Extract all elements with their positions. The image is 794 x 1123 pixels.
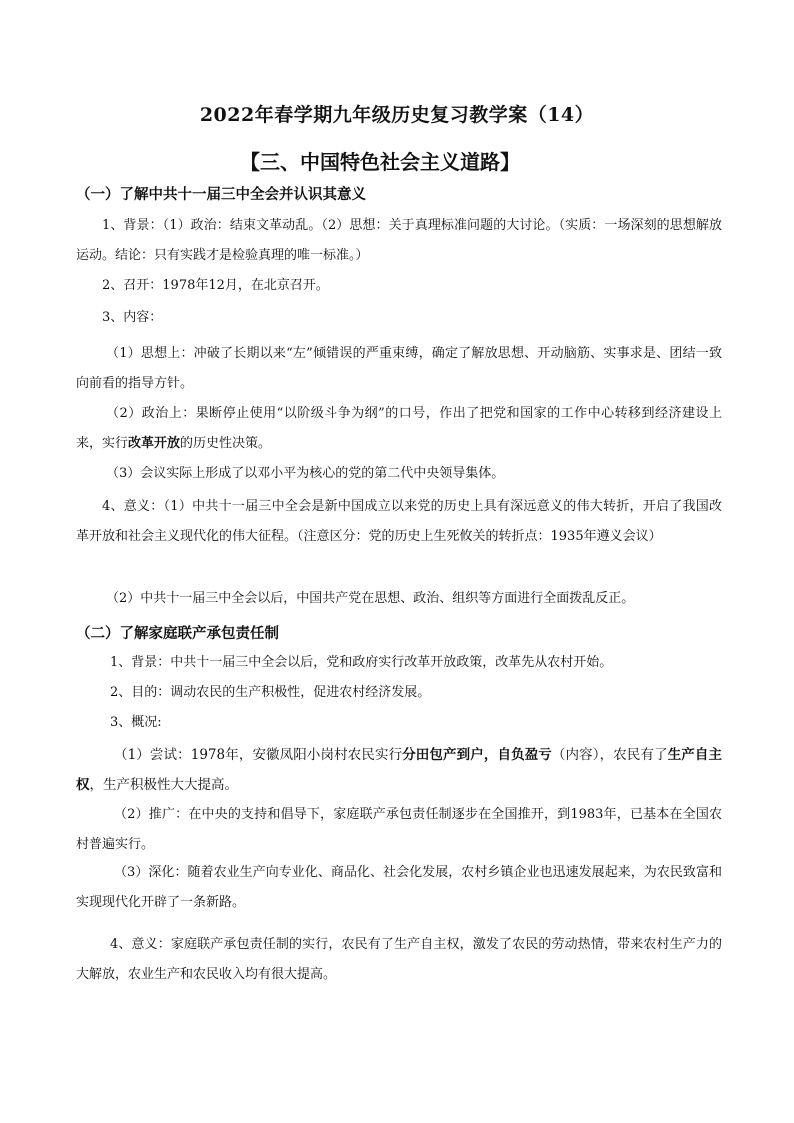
page-title: 2022年春学期九年级历史复习教学案（14） bbox=[199, 104, 595, 126]
s1-convene: 2、召开：1978年12月，在北京召开。 bbox=[102, 278, 329, 293]
s1-background: 1、背景：（1）政治：结束文革动乱。（2）思想：关于真理标准问题的大讨论。（实质：一场深刻的思想解放运动。结论：只有实践才是检验真理的唯一标准。） bbox=[76, 218, 722, 263]
page-subtitle: 【三、中国特色社会主义道路】 bbox=[240, 150, 520, 174]
s2-deepen: （3）深化：随着农业生产向专业化、商品化、社会化发展，农村乡镇企业也迅速发展起来，为农民致富和实现现代化开辟了一条新路。 bbox=[76, 865, 722, 910]
s2-try-c: ，生产积极性大大提高。 bbox=[89, 777, 238, 793]
section1-heading: （一）了解中共十一届三中全会并认识其意义 bbox=[76, 186, 366, 203]
s2-try bbox=[76, 740, 722, 800]
s1-content1: （1）思想上：冲破了长期以来“左”倾错误的严重束缚，确定了解放思想、开动脑筋、实事求是、团结一致向前看的指导方针。 bbox=[76, 346, 722, 391]
s1-significance2: （2）中共十一届三中全会以后，中国共产党在思想、政治、组织等方面进行全面拨乱反正。 bbox=[106, 591, 635, 606]
s1-content-label: 3、内容： bbox=[102, 310, 163, 325]
s2-try-a: （1）尝试：1978年，安徽凤阳小岗村农民实行 bbox=[114, 747, 403, 763]
s1-content2-a: （2）政治上：果断停止使用“以阶级斗争为纲”的口号，作出了把党和国家的工作中心转移到经济建设上来，实行 bbox=[76, 406, 722, 451]
s2-significance: 4、意义：家庭联产承包责任制的实行，农民有了生产自主权，激发了农民的劳动热情，带来农村生产力的大解放，农业生产和农民收入均有很大提高。 bbox=[76, 937, 722, 982]
s1-content2-bold: 改革开放 bbox=[128, 436, 181, 451]
s2-overview-label: 3、概况: bbox=[110, 715, 162, 730]
s2-try-b: （内容），农民有了 bbox=[551, 747, 668, 763]
s1-content2 bbox=[76, 399, 722, 459]
s2-try-bold2: 生产自主权 bbox=[76, 747, 723, 793]
s2-try-bold1: 分田包产到户，自负盈亏 bbox=[402, 747, 552, 763]
s1-significance1: 4、意义：（1）中共十一届三中全会是新中国成立以来党的历史上具有深远意义的伟大转折，开启了我国改革开放和社会主义现代化的伟大征程。（注意区分：党的历史上生死攸关的转折点：1935年遵义会议） bbox=[76, 499, 722, 544]
s2-background: 1、背景：中共十一届三中全会以后，党和政府实行改革开放政策，改革先从农村开始。 bbox=[110, 655, 613, 670]
s1-content3: （3）会议实际上形成了以邓小平为核心的党的第二代中央领导集体。 bbox=[106, 466, 505, 481]
s2-promote: （2）推广：在中央的支持和倡导下，家庭联产承包责任制逐步在全国推开，到1983年，已基本在全国农村普遍实行。 bbox=[76, 807, 722, 852]
s2-purpose: 2、目的：调动农民的生产积极性，促进农村经济发展。 bbox=[110, 685, 431, 700]
section2-heading: （二）了解家庭联产承包责任制 bbox=[76, 625, 279, 642]
s1-content2-b: 的历史性决策。 bbox=[180, 436, 272, 451]
